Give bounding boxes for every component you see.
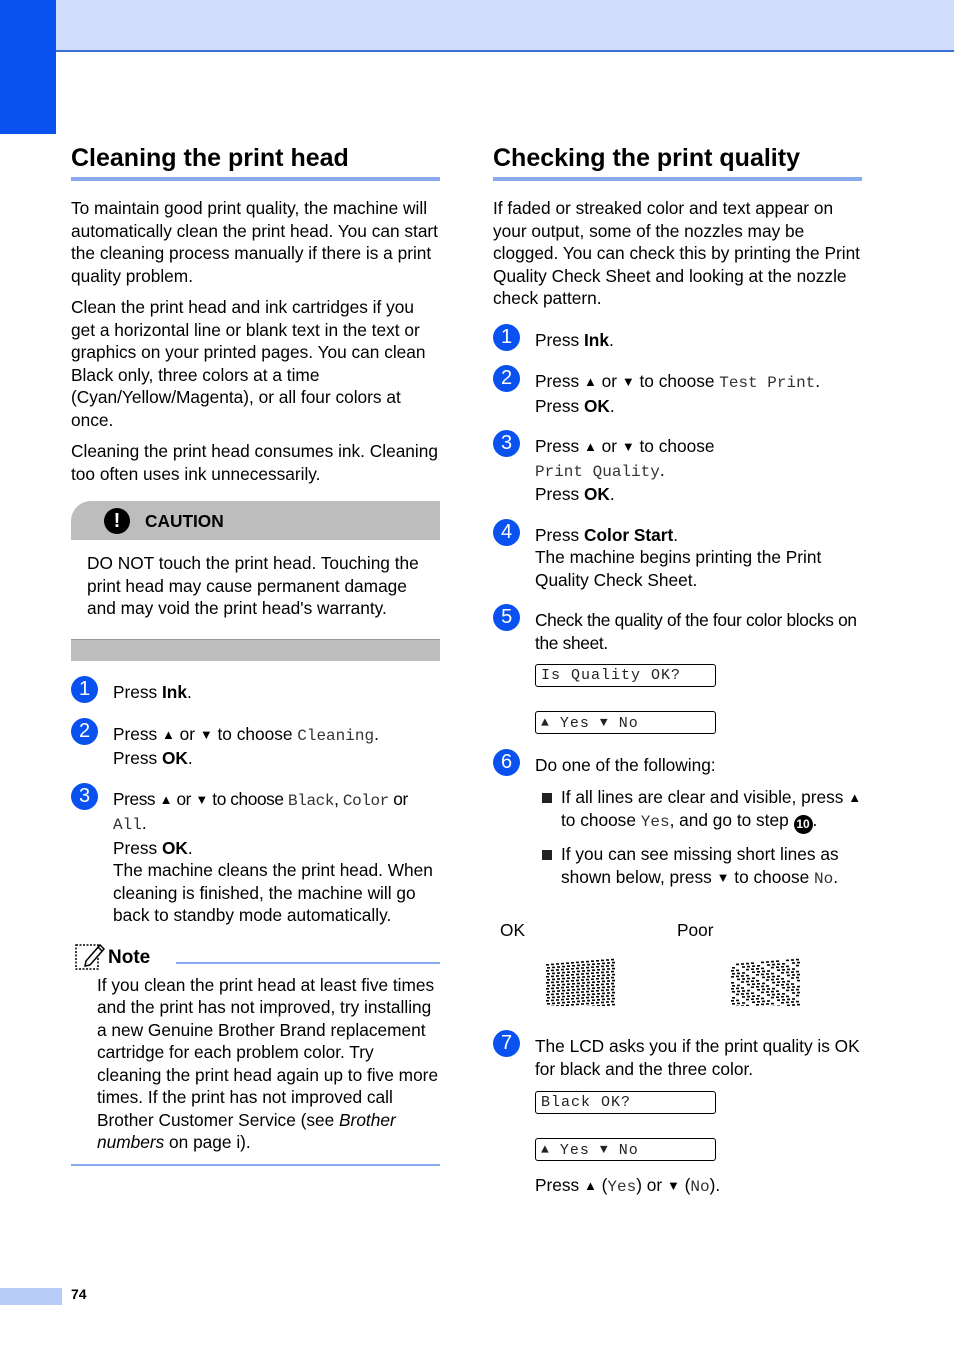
note-pencil-icon	[74, 941, 106, 971]
up-arrow-icon: ▲	[541, 715, 550, 730]
left-column	[71, 143, 440, 1166]
bullet-yes: If all lines are clear and visible, press ▲ to choose Yes, and go to step 10 .	[535, 786, 862, 835]
ok-pattern-image	[546, 958, 616, 1006]
step-number: 2	[71, 718, 98, 745]
down-arrow-icon: ▼	[621, 374, 635, 389]
step-4: 4 Press Color Start. The machine begins printing the Print Quality Check Sheet.	[493, 524, 862, 592]
down-arrow-icon: ▼	[599, 1142, 609, 1157]
step-3: 3 Press ▲ or ▼ to choose Black, Color or All. Press OK. The machine cleans the print head. When cleaning is finished, the machine will go back to standby mode automatically.	[71, 788, 440, 927]
section-title-cleaning: Cleaning the print head	[71, 143, 440, 181]
paragraph: Cleaning the print head consumes ink. Cleaning too often uses ink unnecessarily.	[71, 441, 438, 484]
step-1: 1 Press Ink.	[493, 329, 862, 352]
up-arrow-icon: ▲	[161, 726, 175, 742]
lcd-yes-no: ▲ Yes ▼ No	[535, 1138, 716, 1161]
lcd-display-2	[535, 1091, 862, 1161]
bullet-square-icon	[542, 793, 552, 803]
lcd-black-ok: Black OK?	[535, 1091, 716, 1114]
down-arrow-icon: ▼	[621, 439, 635, 454]
bullet-square-icon	[542, 850, 552, 860]
exclamation-icon: !	[104, 508, 130, 534]
bullet-no: If you can see missing short lines as shown below, press ▼ to choose No.	[535, 843, 862, 890]
up-arrow-icon: ▲	[583, 374, 597, 389]
note-rule	[176, 962, 440, 964]
caution-footer-bar	[71, 639, 440, 661]
poor-pattern-image	[731, 958, 801, 1006]
final-instruction: Press ▲ (Yes) or ▼ (No).	[535, 1175, 721, 1196]
up-arrow-icon: ▲	[159, 791, 173, 807]
poor-label: Poor	[677, 920, 714, 940]
menu-option: Cleaning	[297, 726, 375, 745]
caution-header	[71, 501, 440, 540]
step-5: 5 Check the quality of the four color blocks on the sheet.	[493, 609, 862, 654]
page-number: 74	[71, 1286, 87, 1302]
step-ref-icon: 10	[794, 815, 813, 834]
down-arrow-icon: ▼	[195, 791, 208, 807]
down-arrow-icon: ▼	[599, 715, 609, 730]
lcd-yes-no: ▲ Yes ▼ No	[535, 711, 716, 734]
note-bottom-rule	[71, 1164, 440, 1166]
lcd-quality-ok: Is Quality OK?	[535, 664, 716, 687]
step-6: 6 Do one of the following:	[493, 754, 862, 777]
caution-text: DO NOT touch the print head. Touching the print head may cause permanent damage and may void the print head's warranty.	[87, 553, 419, 618]
down-arrow-icon: ▼	[716, 869, 730, 885]
step-number: 1	[71, 676, 98, 703]
caution-label: CAUTION	[145, 511, 224, 531]
lcd-display	[535, 664, 862, 734]
pattern-examples	[493, 910, 862, 1020]
step-3: 3 Press ▲ or ▼ to choose Print Quality. Press OK.	[493, 435, 862, 506]
right-column	[493, 143, 862, 1199]
up-arrow-icon: ▲	[541, 1142, 550, 1157]
step-2: 2 Press ▲ or ▼ to choose Cleaning. Press OK.	[71, 723, 440, 770]
note-label: Note	[108, 946, 151, 968]
note-text: If you clean the print head at least five times and the print has not improved, try installing a new Genuine Brother Brand replacement cartridge for each problem color. Try cleaning the print head again up to five more times. If the print has not improved call Brother Customer Service (see Brother numbers on page i).	[97, 974, 439, 1152]
paragraph: Clean the print head and ink cartridges if you get a horizontal line or blank text in the text or graphics on your printed pages. You can clean Black only, three colors at a time (Cyan/Yellow/Magenta), or all four colors at once.	[71, 297, 426, 430]
down-arrow-icon: ▼	[666, 1178, 680, 1193]
down-arrow-icon: ▼	[199, 726, 213, 742]
step-3-result: The machine cleans the print head. When cleaning is finished, the machine will go back to standby mode automatically.	[113, 860, 433, 925]
step-7: 7 The LCD asks you if the print quality is OK for black and the three color.	[493, 1035, 862, 1080]
note-box	[71, 941, 440, 1166]
up-arrow-icon: ▲	[848, 789, 862, 805]
footer-band	[0, 1288, 62, 1305]
up-arrow-icon: ▲	[583, 439, 597, 454]
step-number: 3	[71, 783, 98, 810]
paragraph: If faded or streaked color and text appear on your output, some of the nozzles may be clogged. You can check this by printing the Print Quality Check Sheet and looking at the nozzle check pattern.	[493, 198, 860, 308]
step-1: 1 Press Ink.	[71, 681, 440, 704]
caution-box	[71, 501, 440, 661]
up-arrow-icon: ▲	[583, 1178, 597, 1193]
step-2: 2 Press ▲ or ▼ to choose Test Print. Press OK.	[493, 370, 862, 417]
header-band	[0, 0, 954, 52]
ok-label: OK	[500, 920, 525, 940]
section-title-checking: Checking the print quality	[493, 143, 862, 181]
chapter-tab	[0, 0, 56, 134]
paragraph: To maintain good print quality, the machine will automatically clean the print head. You can start the cleaning process manually if there is a print quality problem.	[71, 198, 438, 286]
